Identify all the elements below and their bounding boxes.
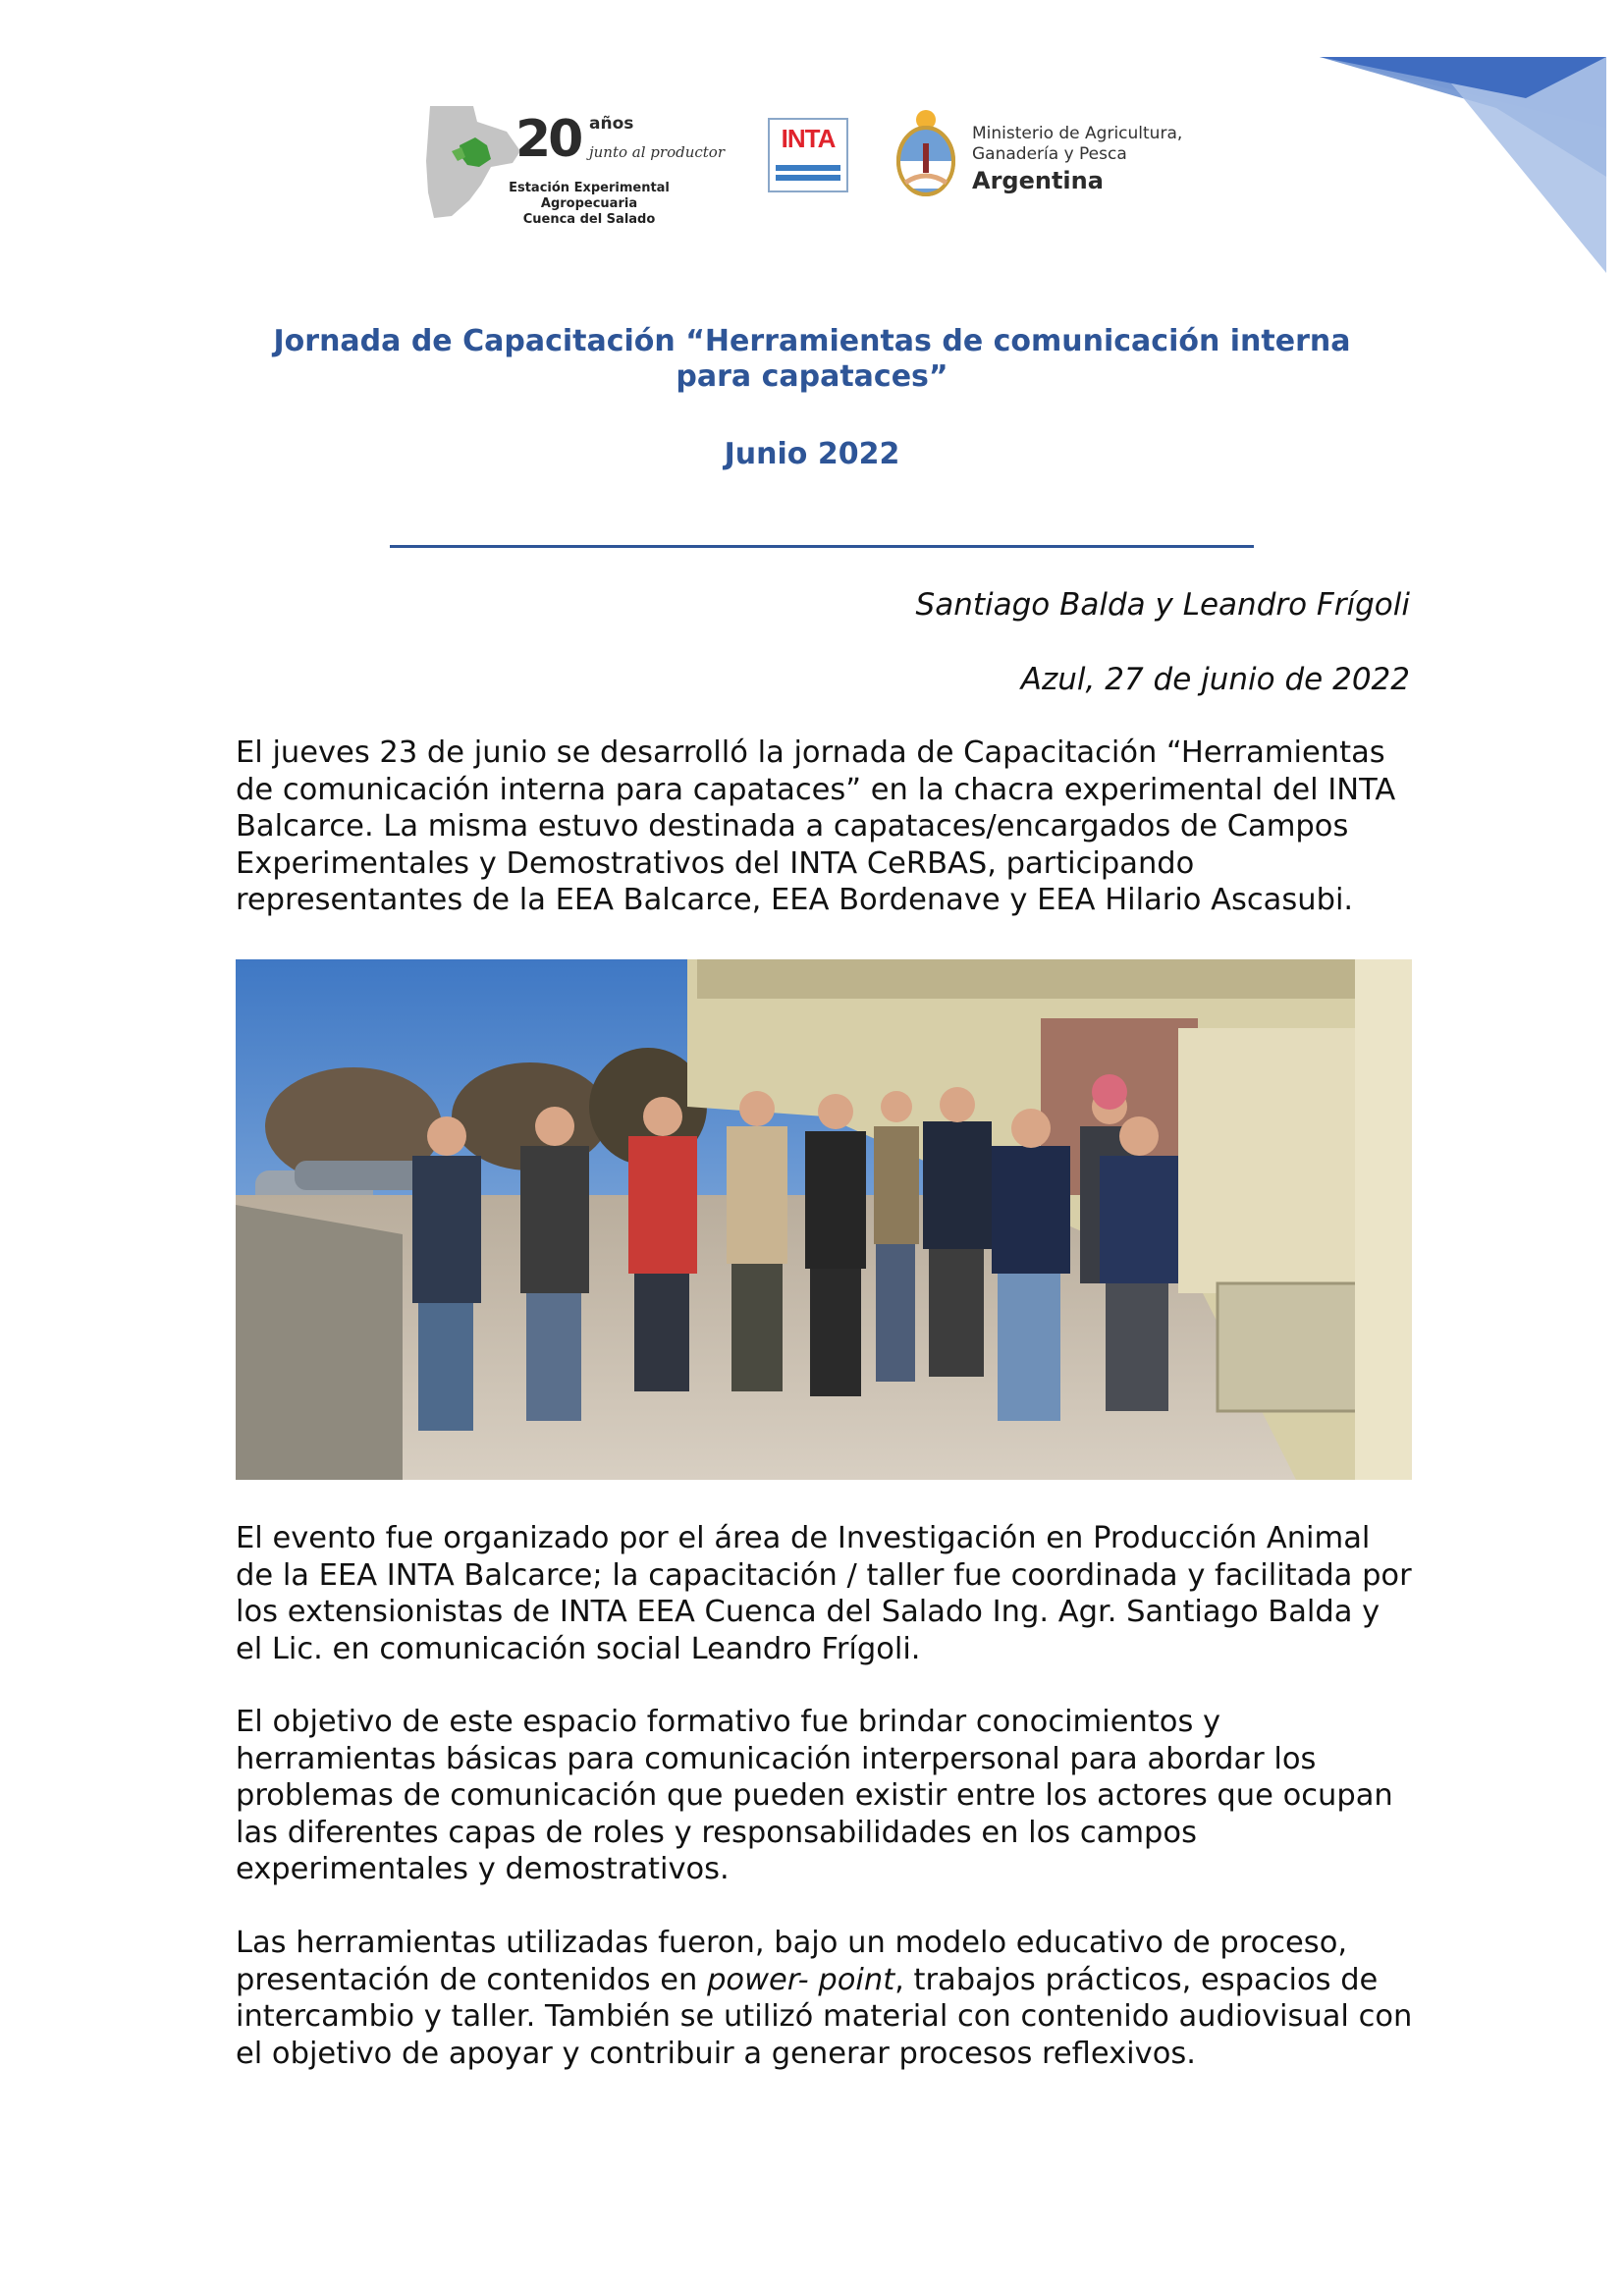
- eea-years-word: años: [589, 114, 634, 134]
- eea-name: [461, 181, 717, 228]
- place-date: Azul, 27 de junio de 2022: [1020, 662, 1410, 697]
- inta-stripe-2: [776, 175, 840, 181]
- document-title: Jornada de Capacitación “Herramientas de comunicación interna para capataces”: [273, 324, 1351, 394]
- inta-logo: [768, 118, 848, 192]
- paragraph-organization: El evento fue organizado por el área de Investigación en Producción Animal de la EEA INTA Balcarce; la capacitación / taller fue coordinada y facilitada por los extensionistas de INTA EEA Cuenca del Salado Ing. Agr. Santiago Balda y el Lic. en comunicación social Leandro Frígoli.: [236, 1521, 1412, 1666]
- paragraph-tools-emphasis: power- point: [707, 1962, 895, 1997]
- authors: Santiago Balda y Leandro Frígoli: [915, 587, 1410, 623]
- paragraph-tools-part1: Las herramientas utilizadas fueron, bajo un modelo educativo de proceso, presentación de contenidos en: [236, 1926, 1348, 1997]
- eea-name-line1: Estación Experimental Agropecuaria: [509, 181, 670, 211]
- title-divider: [390, 545, 1254, 548]
- date-heading: Junio 2022: [724, 437, 900, 471]
- paragraph-intro: El jueves 23 de junio se desarrolló la jornada de Capacitación “Herramientas de comunicación interna para capataces” en la chacra experimental del INTA Balcarce. La misma estuvo destinada a capataces/encargados de Campos Experimentales y Demostrativos del INTA CeRBAS, participando representantes de la EEA Balcarce, EEA Bordenave y EEA Hilario Ascasubi.: [236, 735, 1396, 917]
- group-photo: [236, 959, 1412, 1480]
- inta-logo-text: INTA: [781, 124, 836, 153]
- eea-logo: [422, 96, 756, 227]
- eea-name-line2: Cuenca del Salado: [522, 212, 656, 227]
- ministry-country: Argentina: [972, 167, 1104, 194]
- inta-stripe-1: [776, 165, 840, 171]
- ministry-logo: [893, 104, 1218, 212]
- eea-years: 20: [515, 110, 581, 169]
- national-seal-icon: [893, 104, 958, 202]
- ministry-line2: Ganadería y Pesca: [972, 144, 1127, 164]
- paragraph-tools-part2: , trabajos prácticos, espacios de intercambio y taller. También se utilizó material con contenido audiovisual con el objetivo de apoyar y contribuir a generar procesos reflexivos.: [236, 1962, 1413, 2071]
- eea-tagline: junto al productor: [589, 143, 726, 161]
- header-logos: [0, 96, 1624, 227]
- paragraph-tools: [236, 1925, 1414, 2072]
- ministry-line1: Ministerio de Agricultura,: [972, 124, 1183, 143]
- ministry-name: [972, 124, 1182, 165]
- paragraph-objective: El objetivo de este espacio formativo fue brindar conocimientos y herramientas básicas para comunicación interpersonal para abordar los problemas de comunicación que pueden existir entre los actores que ocupan las diferentes capas de roles y responsabilidades en los campos experimentales y demostrativos.: [236, 1705, 1393, 1886]
